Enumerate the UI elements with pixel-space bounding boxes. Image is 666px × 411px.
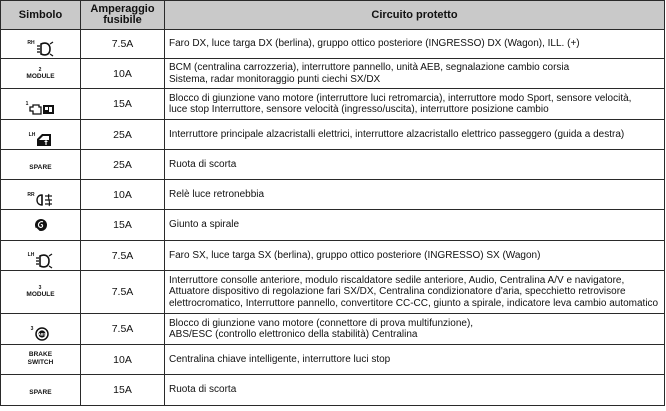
circuit-line: Interruttore principale alzacristalli elettrici, interruttore alzacristallo elettrico passeggero (guida a destra)	[169, 128, 625, 140]
amperage-cell: 15A	[81, 89, 165, 120]
circuit-line: Blocco di giunzione vano motore (interruttore luci retromarcia), interruttore modo Sport, sensore velocità,	[169, 92, 632, 104]
symbol-text: BRAKE	[28, 351, 53, 358]
circuit-line: ABS/ESC (controllo elettronico della stabilità) Centralina	[169, 329, 418, 340]
symbol-superscript: 3	[38, 285, 42, 291]
table-row	[1, 345, 665, 375]
table-row	[1, 150, 665, 180]
table-row	[1, 120, 665, 150]
symbol-cell	[1, 241, 81, 271]
amperage-cell: 7.5A	[81, 241, 165, 271]
abs-icon	[34, 327, 50, 341]
symbol-superscript: LH	[28, 131, 36, 138]
header-amperage-line2: fusibile	[103, 14, 142, 26]
symbol-superscript: 3	[30, 326, 34, 332]
symbol-text: MODULE	[26, 291, 55, 298]
amperage-cell: 25A	[81, 150, 165, 180]
circuit-cell	[165, 180, 665, 210]
amperage-cell: 10A	[81, 345, 165, 375]
circuit-cell	[165, 375, 665, 406]
circuit-line: elettrocromatico, Interruttore pannello, convertitore CC-CC, giunto a spirale, indicatore leva cambio automatico	[169, 297, 659, 309]
symbol-cell	[1, 314, 81, 345]
table-row	[1, 89, 665, 120]
symbol-text: SPARE	[29, 163, 52, 171]
symbol-cell	[1, 30, 81, 59]
symbol-cell	[1, 150, 81, 180]
symbol-text: SPARE	[29, 389, 52, 396]
amperage-cell: 7.5A	[81, 314, 165, 345]
symbol-text-line2: SWITCH	[27, 358, 54, 366]
header-amperage-line1: Amperaggio	[90, 3, 155, 15]
table-row	[1, 180, 665, 210]
headlamp-outline-icon	[35, 253, 53, 269]
headlamp-outline-icon	[36, 41, 54, 57]
circuit-line: Blocco di giunzione vano motore (connettore di prova multifunzione),	[169, 317, 474, 329]
amperage-cell: 7.5A	[81, 271, 165, 314]
circuit-line: Giunto a spirale	[169, 219, 240, 231]
rear-fog-lamp-icon	[36, 193, 54, 207]
symbol-superscript: LH	[27, 251, 35, 258]
circuit-line: Ruota di scorta	[169, 384, 237, 396]
amperage-cell: 7.5A	[81, 30, 165, 59]
table-row	[1, 271, 665, 314]
circuit-cell	[165, 89, 665, 120]
symbol-superscript: 1	[25, 101, 29, 107]
symbol-superscript: 2	[38, 66, 42, 73]
table-row	[1, 59, 665, 89]
header-circuit: Circuito protetto	[165, 1, 665, 30]
table-row	[1, 375, 665, 406]
symbol-cell	[1, 89, 81, 120]
symbol-superscript: RH	[27, 40, 35, 46]
symbol-text: MODULE	[26, 72, 55, 80]
circuit-cell	[165, 120, 665, 150]
svg-text:ABS: ABS	[38, 332, 47, 337]
circuit-cell	[165, 345, 665, 375]
symbol-superscript: RR	[27, 191, 35, 198]
amperage-cell: 15A	[81, 210, 165, 241]
table-row	[1, 241, 665, 271]
circuit-cell	[165, 314, 665, 345]
amperage-cell: 25A	[81, 120, 165, 150]
amperage-cell: 10A	[81, 59, 165, 89]
circuit-line: luce stop Interruttore, sensore velocità (ingresso/uscita), interruttore posizione cambio	[169, 104, 549, 115]
circuit-line: Faro SX, luce targa SX (berlina), gruppo ottico posteriore (INGRESSO) SX (Wagon)	[169, 249, 541, 261]
header-row	[1, 1, 665, 30]
header-symbol: Simbolo	[1, 1, 81, 30]
symbol-cell	[1, 271, 81, 314]
circuit-line: Relè luce retronebbia	[169, 188, 265, 200]
symbol-cell	[1, 375, 81, 406]
circuit-line: Faro DX, luce targa DX (berlina), gruppo ottico posteriore (INGRESSO) DX (Wagon), ILL. (+)	[169, 38, 580, 50]
table-row	[1, 30, 665, 59]
amperage-cell: 10A	[81, 180, 165, 210]
circuit-line: Sistema, radar monitoraggio punti ciechi SX/DX	[169, 73, 381, 85]
symbol-cell	[1, 210, 81, 241]
circuit-cell	[165, 241, 665, 271]
circuit-line: Interruttore consolle anteriore, modulo riscaldatore sedile anteriore, Audio, Centralina A/V e navigatore,	[169, 274, 625, 286]
circuit-line: Ruota di scorta	[169, 158, 237, 170]
symbol-cell	[1, 120, 81, 150]
circuit-line: Centralina chiave intelligente, interruttore luci stop	[169, 353, 391, 365]
table-row	[1, 210, 665, 241]
amperage-cell: 15A	[81, 375, 165, 406]
circuit-cell	[165, 271, 665, 314]
circuit-cell	[165, 59, 665, 89]
circuit-cell	[165, 30, 665, 59]
symbol-cell	[1, 345, 81, 375]
clock-spring-icon	[34, 218, 48, 232]
circuit-cell	[165, 210, 665, 241]
circuit-line: BCM (centralina carrozzeria), interruttore pannello, unità AEB, segnalazione cambio corsia	[169, 62, 570, 73]
power-window-icon	[36, 133, 52, 147]
circuit-line: Attuatore dispositivo di regolazione fari SX/DX, Centralina condizionatore d'aria, specchietto retrovisore	[169, 286, 626, 298]
circuit-cell	[165, 150, 665, 180]
symbol-cell	[1, 59, 81, 89]
engine-block-icon	[29, 102, 55, 116]
table-row	[1, 314, 665, 345]
header-amperage	[81, 1, 165, 30]
symbol-cell	[1, 180, 81, 210]
